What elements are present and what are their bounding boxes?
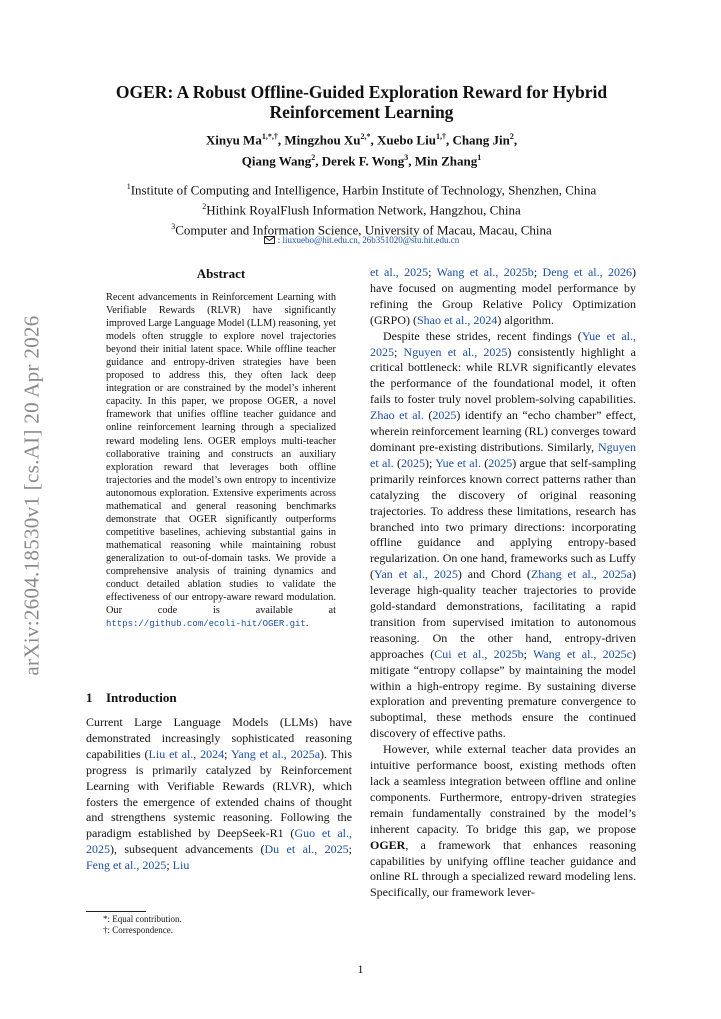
affiliation-text: Institute of Computing and Intelligence, Harbin Institute of Technology, Shenzhen, China — [130, 182, 597, 198]
author-name: Chang Jin — [452, 132, 510, 148]
paragraph-text: Despite these strides, recent findings ( — [383, 328, 582, 343]
affiliation — [86, 199, 637, 219]
paragraph-text: ) consistently highlight a critical bottleneck: while RLVR significantly elevates the performance of the foundational model, it often fails to foster truly novel problem-solving capabilities. — [370, 344, 636, 407]
email-addresses[interactable]: liuxuebo@hit.edu.cn, 26b351020@stu.hit.edu.cn — [282, 235, 460, 245]
intro-text: ), subsequent advancements ( — [110, 842, 265, 857]
author-name: Derek F. Wong — [321, 153, 405, 169]
affiliation-text: Computer and Information Science, University of Macau, Macau, China — [175, 221, 552, 237]
citation-link[interactable]: Yang et al., 2025a — [230, 746, 321, 761]
author-sup: 2 — [311, 153, 316, 163]
page-number: 1 — [357, 962, 364, 976]
affiliation-sup: 3 — [171, 221, 176, 231]
abstract-end: . — [305, 618, 309, 630]
footnote-rule — [86, 911, 146, 912]
paragraph-text: ( — [393, 455, 402, 470]
intro-text: ; — [348, 842, 352, 857]
paragraph-text: ; — [394, 344, 404, 359]
paragraph-text: ) mitigate “entropy collapse” by maintaining the model within a high-entropy regime. By sustaining diverse exploration and preventing premature convergence to suboptimal, these methods ensure the continued discovery of effective paths. — [370, 646, 636, 741]
intro-text: Current Large Language Models (LLMs) have demonstrated increasingly sophisticated reasoning capabilities ( — [86, 715, 352, 761]
paragraph-text: ) identify an “echo chamber” effect, wherein reinforcement learning (RL) converges toward dominant pre-existing distributions. Similarly, — [370, 408, 636, 454]
author-sup: 2 — [509, 132, 514, 141]
citation-link[interactable]: Zhao et al. — [370, 408, 424, 423]
citation-link[interactable]: Du et al., 2025 — [264, 842, 349, 857]
author-sup: 3 — [404, 153, 409, 163]
author-sup: 1,† — [435, 132, 446, 141]
citation-link[interactable]: 2025 — [401, 455, 426, 470]
authors-line-2: Qiang Wang$^2$, Derek F. Wong$^3$, Min Zhang$^1$ — [241, 153, 482, 169]
author-name: Min Zhang — [414, 153, 478, 169]
section-heading — [86, 690, 356, 706]
title-line-2: Reinforcement Learning — [269, 102, 454, 122]
citation-link[interactable]: Yue et al., 2025 — [370, 328, 637, 359]
citation-link[interactable]: Wang et al., 2025c — [532, 646, 632, 661]
arxiv-id: arXiv:2604.18530v1 [cs.AI] 20 Apr 2026 — [19, 314, 44, 676]
footnotes — [103, 914, 353, 936]
footnote: *: Equal contribution. — [103, 914, 182, 924]
citation-link[interactable]: Cui et al., 2025b — [434, 646, 524, 661]
paragraph-text: ); — [425, 455, 436, 470]
citation-link[interactable]: Deng et al., 2026 — [542, 265, 633, 279]
author-sup: 2,* — [360, 132, 371, 141]
abstract-body — [106, 291, 336, 631]
paragraph-text: ) algorithm. — [497, 312, 554, 327]
abstract-heading: Abstract — [196, 266, 246, 281]
method-name: OGER — [370, 837, 406, 852]
citation-link[interactable]: Feng et al., 2025 — [86, 858, 167, 873]
author-name: Qiang Wang — [241, 153, 312, 169]
citation-link[interactable]: 2025 — [488, 455, 513, 470]
affiliation-sup: 2 — [202, 201, 207, 211]
intro-text: ; — [166, 858, 173, 873]
paragraph-text: ; — [533, 265, 543, 279]
paragraph-text: ) argue that self-sampling primarily reinforces known correct patterns rather than catalyzing the discovery of original reasoning trajectories. To address these limitations, research has branched into two primary directions: incorporating offline guidance and applying entropy-based regularization. On one hand, frameworks such as Luffy ( — [370, 455, 637, 582]
affiliations — [86, 179, 637, 238]
abstract-text: Recent advancements in Reinforcement Learning with Verifiable Rewards (RLVR) have significantly improved Large Language Model (LLM) reasoning, yet models often struggle to explore novel trajectories beyond their initial latent space. While offline teacher guidance and entropy-driven strategies have been proposed to address this, they often lack deep integration or are constrained by the model’s inherent capacity. In this paper, we propose OGER, a novel framework that unifies offline teacher guidance and online reinforcement learning through a specialized reward modeling lens. OGER employs multi-teacher collaborative training and constructs an auxiliary exploration reward that leverages both offline trajectories and the model’s own entropy to incentivize autonomous exploration. Extensive experiments across mathematical and general reasoning benchmarks demonstrate that OGER significantly outperforms competitive baselines, achieving substantial gains in mathematical reasoning while maintaining robust generalization to out-of-domain tasks. We provide a comprehensive analysis of training dynamics and conduct detailed ablation studies to validate the effectiveness of our entropy-aware reward modulation. Our code is available at — [106, 292, 336, 617]
email-prefix: : — [277, 235, 283, 245]
citation-link[interactable]: Yue et al. — [435, 455, 481, 470]
section-title: Introduction — [106, 690, 177, 705]
intro-text: ). This progress is primarily catalyzed by Reinforcement Learning with Verifiable Rewards (RLVR), which fosters the emergence of extended chains of thought and strengthens systemic reasoning. Following the paradigm established by DeepSeek-R1 ( — [86, 746, 353, 841]
paragraph — [370, 329, 636, 743]
footnote: †: Correspondence. — [103, 925, 173, 935]
citation-link[interactable]: Guo et al., 2025 — [86, 826, 352, 857]
title-line-1: OGER: A Robust Offline-Guided Exploration Reward for Hybrid — [115, 82, 608, 102]
author-sup: 1,*,† — [261, 132, 278, 141]
code-url-link[interactable]: https://github.com/ecoli-hit/OGER.git — [106, 619, 306, 630]
citation-link[interactable]: Nguyen et al. — [370, 439, 636, 470]
email-line — [86, 234, 637, 246]
affiliation-text: Hithink RoyalFlush Information Network, Hangzhou, China — [206, 202, 521, 218]
citation-link[interactable]: Wang et al., 2025b — [436, 265, 534, 279]
paragraph-text: ) have focused on augmenting model performance by refining the Group Relative Policy Optimization (GRPO) ( — [370, 265, 637, 327]
paragraph-text: ; — [428, 265, 437, 279]
arxiv-watermark — [17, 298, 47, 692]
paper-title — [86, 82, 637, 122]
paragraph — [370, 265, 636, 329]
author-name: Xinyu Ma — [205, 132, 262, 148]
right-column — [370, 265, 636, 901]
citation-link[interactable]: Zhang et al., 2025a — [530, 567, 632, 582]
author-name: Mingzhou Xu — [284, 132, 361, 148]
paragraph-text: ; — [523, 646, 533, 661]
author-sup: 1 — [477, 153, 482, 163]
citation-link[interactable]: Nguyen et al., 2025 — [403, 344, 508, 359]
citation-link[interactable]: 2025 — [432, 408, 457, 423]
paragraph-text: ) and Chord ( — [457, 567, 531, 582]
paragraph-text: , a framework that enhances reasoning capabilities by unifying offline teacher guidance and online RL through a specialized reward modeling lens. Specifically, our framework lever- — [370, 837, 636, 900]
envelope-icon — [264, 236, 275, 244]
paragraph-text: ( — [480, 455, 489, 470]
citation-link[interactable]: et al., 2025 — [370, 265, 429, 279]
paragraph-text: ) leverage high-quality teacher trajectories to provide gold-standard demonstrations, facilitating a rapid transition from supervised imitation to autonomous reasoning. On the other hand, entropy-driven approaches ( — [370, 567, 636, 661]
author-list — [86, 128, 637, 171]
affiliation-sup: 1 — [126, 182, 131, 191]
paragraph — [370, 742, 636, 901]
citation-link[interactable]: Yan et al., 2025 — [374, 567, 458, 582]
section-number: 1 — [86, 690, 93, 705]
intro-paragraph — [86, 715, 352, 874]
paragraph-text: However, while external teacher data provides an intuitive performance boost, existing methods often lack a seamless integration between offline and online components. Furthermore, entropy-driven strategies remain fundamentally constrained by the model’s inherent capacity. To bridge this gap, we propose — [370, 742, 636, 836]
citation-link[interactable]: Shao et al., 2024 — [417, 312, 498, 327]
authors-line-1: Xinyu $Ma^{1,*,\dagger}$, Mingzhou $Xu^{2,*}$, Xuebo Liu$^{1,\dagger}$, Chang Jin$^2$, — [205, 132, 518, 148]
paragraph-text: ( — [423, 408, 433, 423]
citation-link[interactable]: Liu — [172, 858, 190, 873]
intro-text: ; — [224, 746, 231, 761]
author-name: Xuebo Liu — [377, 132, 436, 148]
affiliation — [86, 179, 637, 199]
citation-link[interactable]: Liu et al., 2024 — [148, 746, 225, 761]
